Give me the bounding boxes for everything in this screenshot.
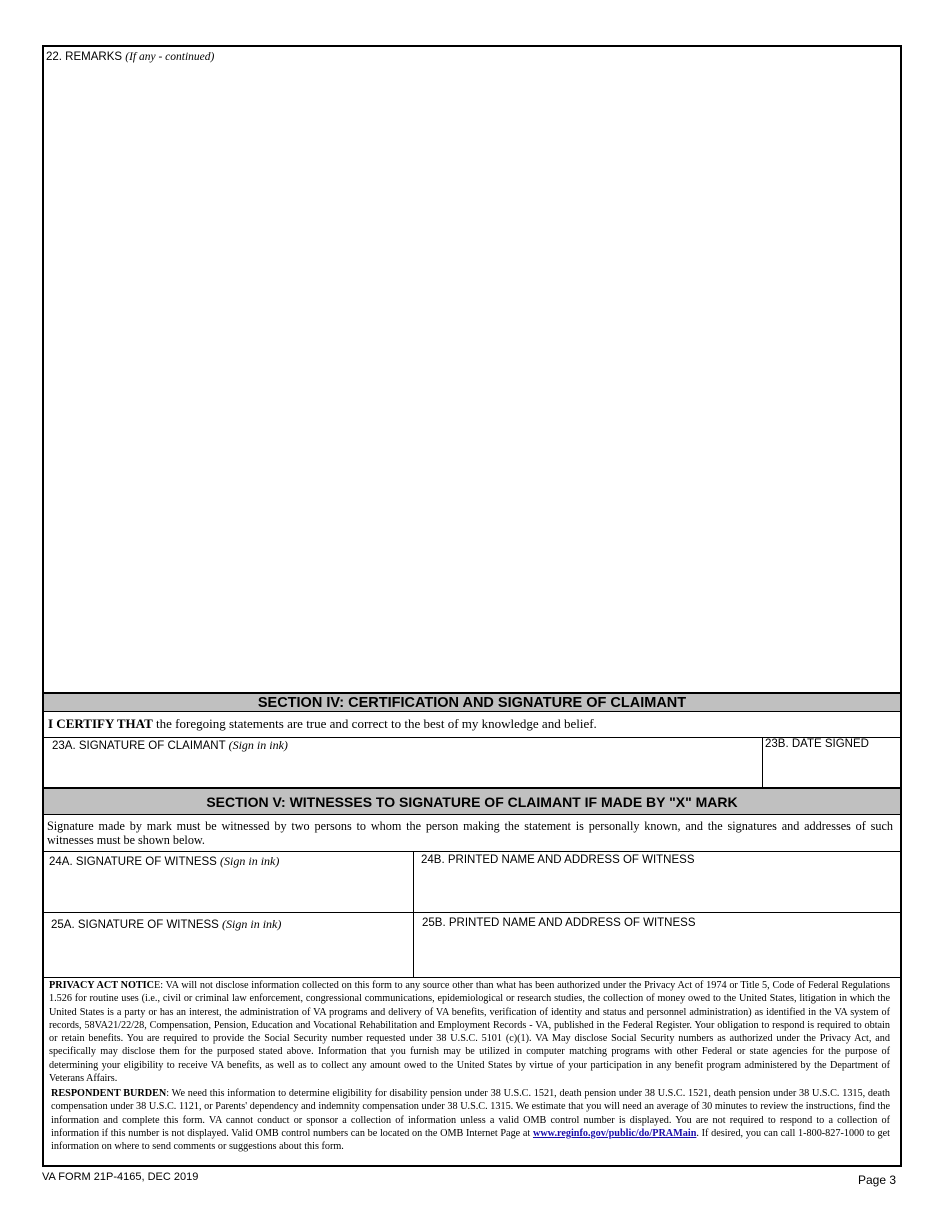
witness-24a-label: 24A. SIGNATURE OF WITNESS	[49, 856, 217, 868]
burden-heading: RESPONDENT BURDEN	[51, 1088, 167, 1099]
claimant-signature-label-row	[52, 738, 288, 753]
privacy-heading-b: E	[153, 980, 161, 991]
witness-24a-signature-field[interactable]	[44, 870, 413, 911]
respondent-burden	[51, 1087, 890, 1153]
divider	[44, 851, 900, 852]
remarks-label: 22. REMARKS	[46, 51, 123, 63]
certify-text: the foregoing statements are true and correct to the best of my knowledge and belief.	[152, 716, 597, 731]
form-id: VA FORM 21P-4165, DEC 2019	[42, 1171, 199, 1183]
privacy-text: : VA will not disclose information collected on this form to any source other than what has been authorized under the Privacy Act of 1974 or Title 5, Code of Federal Regulations 1.526 for routine uses (i.e., civil or criminal law enforcement, congressional communications, epidemiological or research studies, the collection of money owed to the United States, litigation in which the United States is a party or has an interest, the administration of VA programs and delivery of VA benefits, verification of identity and status and personnel administration) as identified in the VA system of records, 58VA21/22/28, Compensation, Pension, Education and Vocational Rehabilitation and Employment Records - VA, published in the Federal Register. Your obligation to respond is required to obtain or retain benefits. You are required to provide the Social Security number requested under 38 U.S.C. 5101 (c)(1). VA May disclose Social Security numbers as authorized under the Privacy Act, and specifically may disclose them for the purposed stated above. Information that you furnish may be utilized in computer matching programs with other Federal or state agencies for the purpose of determining your eligibility to receive VA benefits, as well as to collect any amount owed to the United States by virtue of your participation in any benefit program administered by the Department of Veterans Affairs.	[49, 980, 890, 1085]
witness-24b-name-address-field[interactable]	[414, 870, 900, 911]
privacy-act-notice	[49, 979, 890, 1085]
witness-25a-qualifier: (Sign in ink)	[222, 917, 282, 931]
witness-24a-qualifier: (Sign in ink)	[220, 854, 280, 868]
claimant-signature-qualifier: (Sign in ink)	[228, 738, 288, 752]
witness-25a-label-row	[51, 917, 281, 932]
certify-statement	[48, 716, 597, 732]
remarks-qualifier: (If any - continued)	[125, 51, 215, 63]
burden-text-after: . If desired, you can call 1-800-827-1000 to get information on where to send comments or suggestions about this form.	[51, 1127, 891, 1153]
witness-24a-label-row	[49, 854, 279, 869]
witness-24b-label: 24B. PRINTED NAME AND ADDRESS OF WITNESS	[421, 854, 695, 866]
burden-text: : We need this information to determine eligibility for disability pension under 38 U.S.C. 1521, death pension under 38 U.S.C. 1521, death pension under 38 U.S.C. 1315, death compensation under 38 U.S.C. 1121, or Parents' dependency and indemnity compensation under 38 U.S.C. 1315. We estimate that you will need an average of 30 minutes to review the instructions, find the information and complete this form. VA cannot conduct or sponsor a collection of information unless a valid OMB control number is displayed. You are not required to respond to a collection of information if this number is not displayed. Valid OMB control numbers can be located on the OMB Internet Page at	[51, 1088, 890, 1139]
claimant-signature-field[interactable]	[44, 752, 762, 786]
date-signed-field[interactable]	[763, 752, 900, 786]
witness-25b-label: 25B. PRINTED NAME AND ADDRESS OF WITNESS	[422, 917, 696, 929]
witness-25b-name-address-field[interactable]	[414, 933, 900, 976]
claimant-signature-label: 23A. SIGNATURE OF CLAIMANT	[52, 740, 226, 752]
omb-link[interactable]: www.reginfo.gov/public/do/PRAMain	[532, 1127, 697, 1139]
remarks-field[interactable]	[44, 66, 900, 692]
privacy-heading-a: PRIVACY ACT NOTIC	[49, 980, 154, 991]
date-signed-label: 23B. DATE SIGNED	[765, 738, 869, 750]
witness-instructions: Signature made by mark must be witnessed by two persons to whom the person making the statement is personally known, and the signatures and addresses of such witnesses must be shown below.	[47, 819, 893, 847]
section-v-header: SECTION V: WITNESSES TO SIGNATURE OF CLAIMANT IF MADE BY "X" MARK	[44, 787, 900, 815]
certify-bold: I CERTIFY THAT	[48, 716, 153, 731]
section-iv-header: SECTION IV: CERTIFICATION AND SIGNATURE OF CLAIMANT	[44, 692, 900, 712]
page-number: Page 3	[858, 1173, 897, 1187]
witness-25a-label: 25A. SIGNATURE OF WITNESS	[51, 919, 219, 931]
divider	[44, 977, 900, 978]
remarks-label-row	[46, 51, 214, 63]
divider	[44, 912, 900, 913]
witness-25a-signature-field[interactable]	[44, 933, 413, 976]
